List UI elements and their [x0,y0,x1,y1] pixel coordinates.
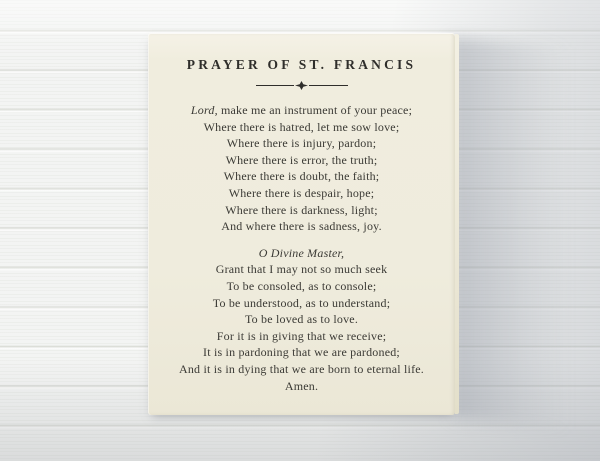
divider-rule-left [256,85,295,87]
poem-line: Where there is darkness, light; [225,202,378,217]
poem-line-lead-italic: Lord, [190,103,218,117]
poem-line: And it is in dying that we are born to eternal life. [178,361,424,376]
poem-line: It is in pardoning that we are pardoned; [203,345,400,360]
art-print-canvas [148,33,455,415]
poem-line: Where there is doubt, the faith; [223,169,380,184]
poem-line: Where there is hatred, let me sow love; [203,119,400,134]
poem-line [148,102,455,119]
poem-line-lead-italic: O Divine Master, [258,245,345,260]
poem-line: Where there is injury, pardon; [226,136,377,151]
poem-line: And where there is sadness, joy. [221,219,382,234]
poem-line: To be loved as to love. [244,312,359,327]
poem-line: To be consoled, as to console; [226,278,377,293]
stanza-1 [148,102,455,235]
ornament-divider [256,81,348,90]
poem-line: Where there is despair, hope; [228,185,375,200]
poem-line: To be understood, as to understand; [212,295,391,310]
poem-line: Amen. [284,378,319,393]
poem-line: For it is in giving that we receive; [216,328,387,343]
canvas-cast-shadow [452,37,570,429]
stanza-2 [148,245,455,394]
poem-line-rest: make me an instrument of your peace; [220,103,413,117]
poem-line: Grant that I may not so much seek [215,262,388,277]
divider-rule-right [309,85,348,87]
poem-title: PRAYER OF ST. FRANCIS [186,57,417,72]
diamond-icon [295,81,308,90]
canvas-wrapped-edge [455,34,459,414]
poem-line: Where there is error, the truth; [225,152,378,167]
